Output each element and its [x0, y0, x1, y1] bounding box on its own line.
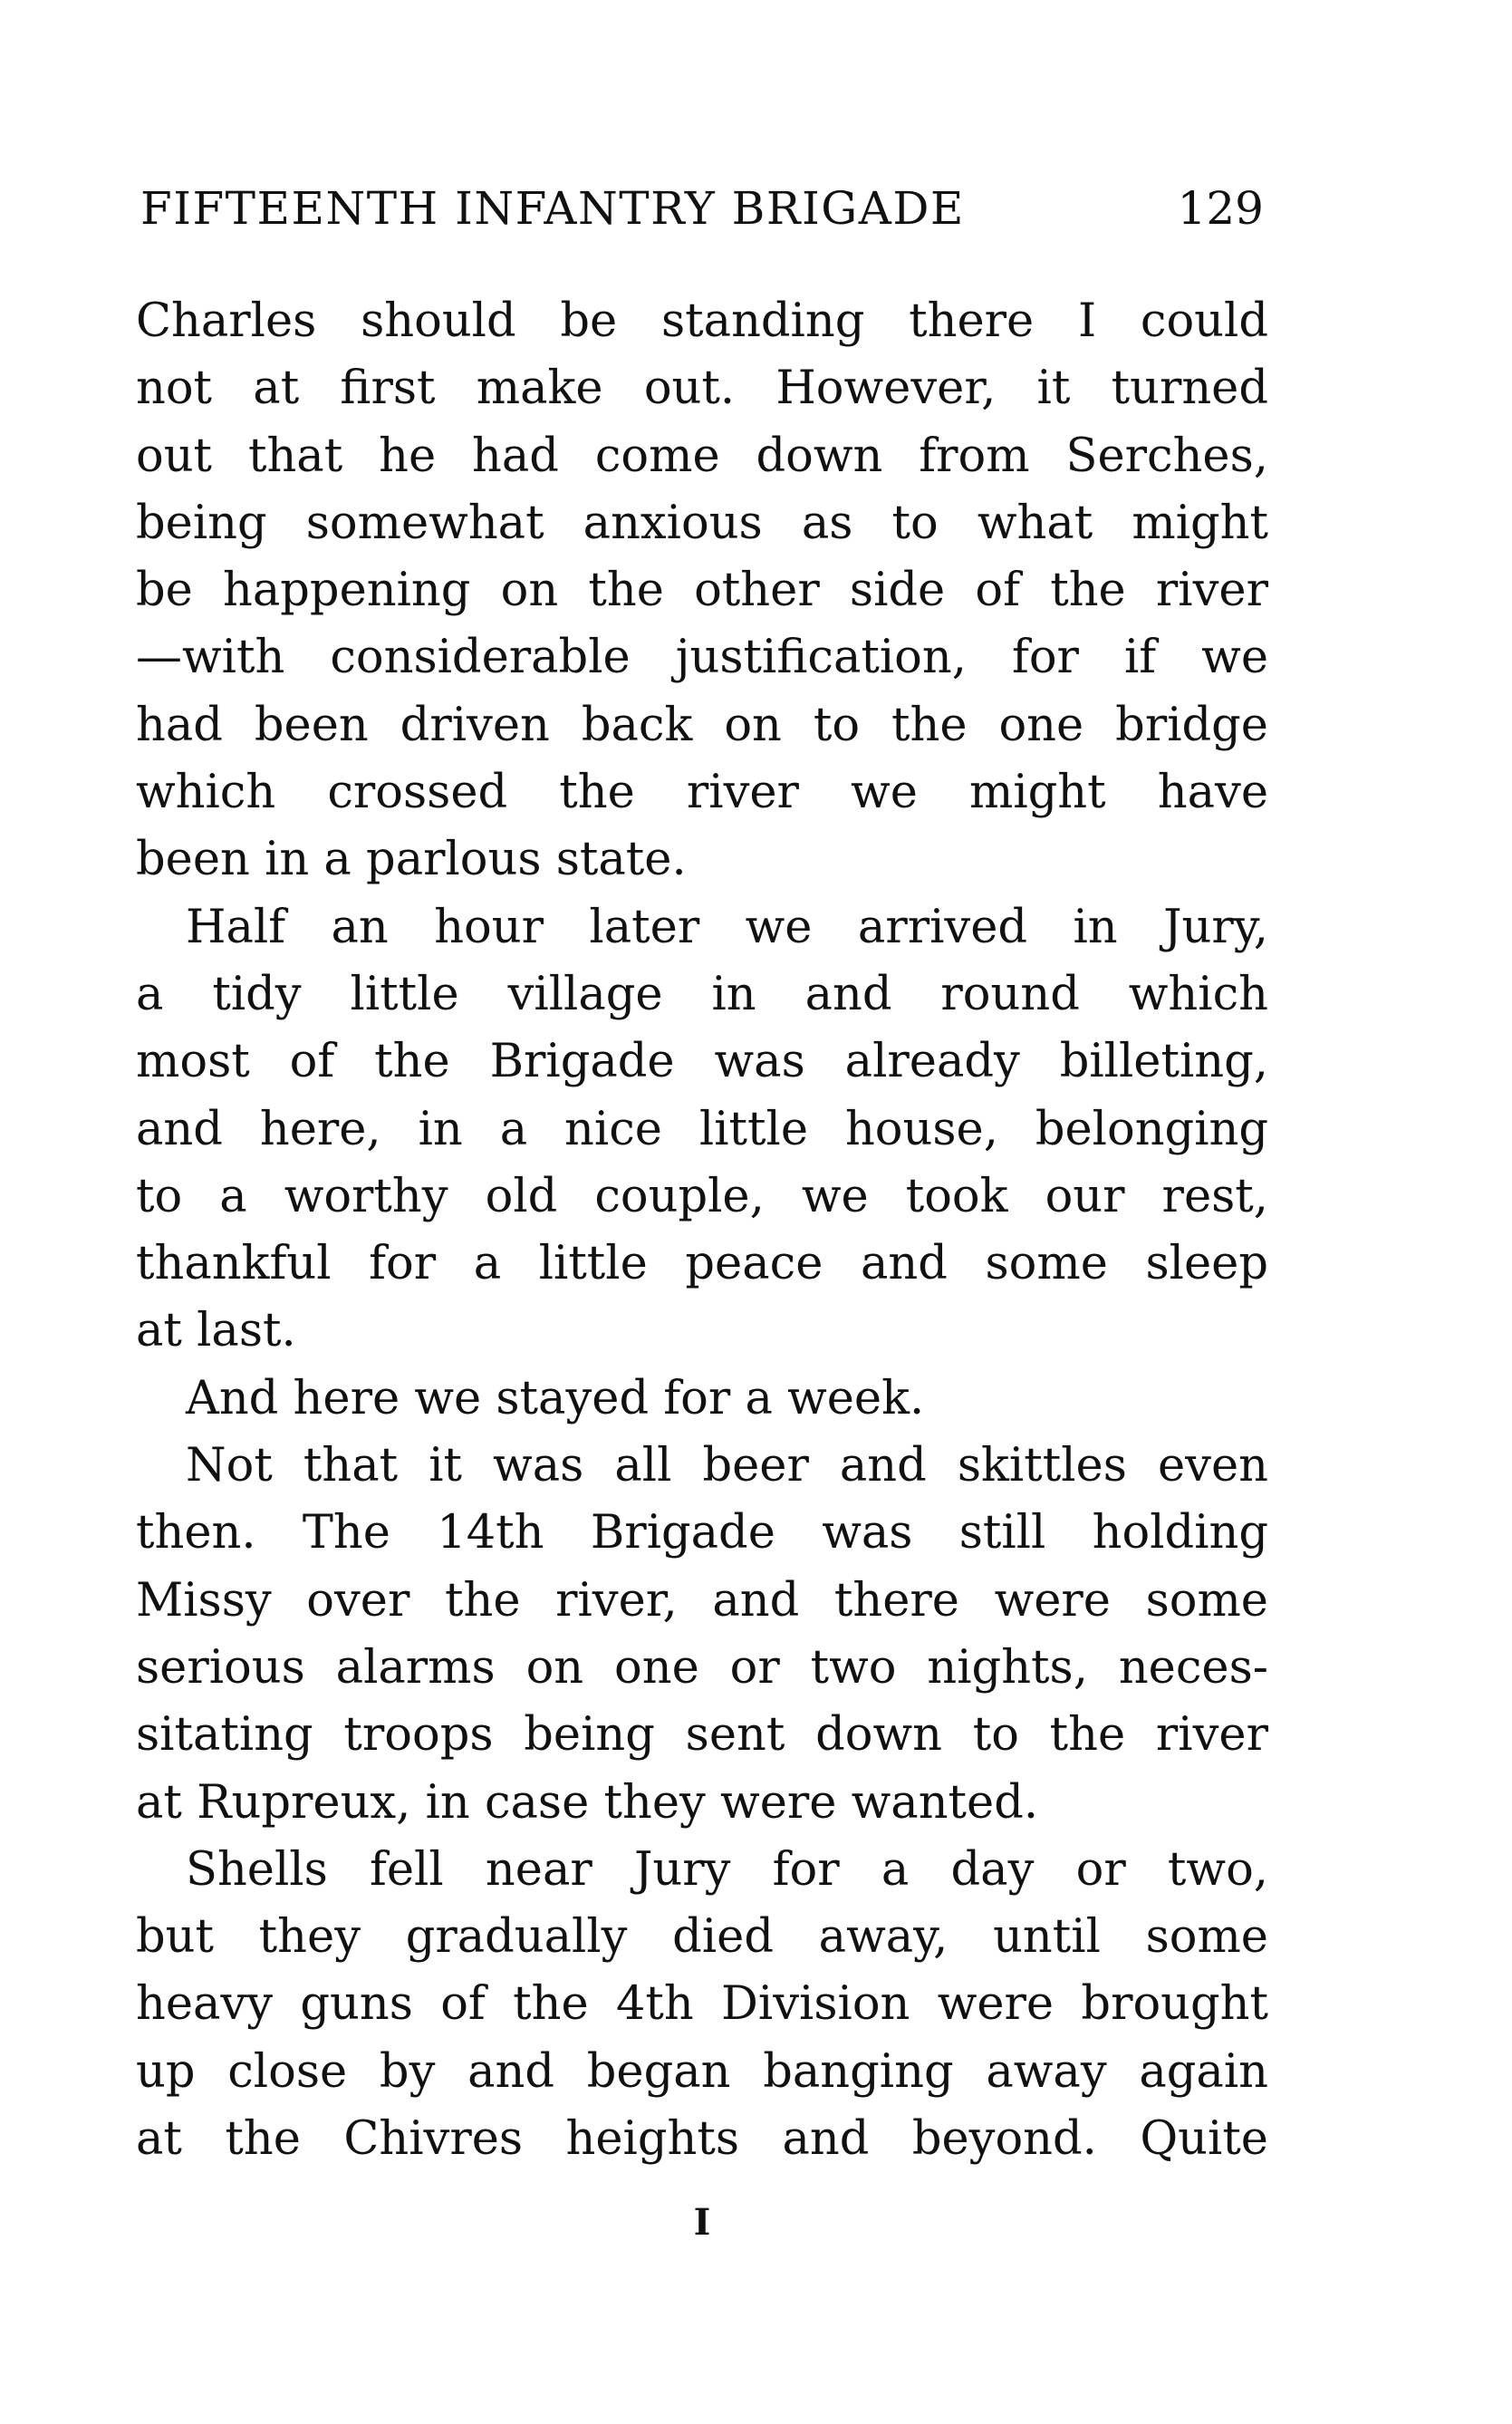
- running-head: [140, 177, 1264, 240]
- page-number: 129: [1177, 182, 1264, 235]
- text-line: at the Chivres heights and beyond. Quite: [136, 2112, 1268, 2167]
- text-line: but they gradually died away, until some: [136, 1910, 1268, 1965]
- text-line: —with considerable justification, for if we: [136, 631, 1268, 685]
- text-line: Half an hour later we arrived in Jury,: [186, 900, 1268, 954]
- text-line: been in a parlous state.: [136, 833, 687, 887]
- text-line: up close by and began banging away again: [136, 2044, 1268, 2099]
- text-line: then. The 14th Brigade was still holding: [136, 1506, 1268, 1560]
- text-line: Missy over the river, and there were some: [136, 1573, 1268, 1627]
- text-line: sitating troops being sent down to the river: [136, 1708, 1268, 1762]
- text-line: serious alarms on one or two nights, neces-: [136, 1640, 1268, 1695]
- text-line: had been driven back on to the one bridge: [136, 698, 1268, 752]
- text-line: And here we stayed for a week.: [186, 1371, 925, 1425]
- body-text: [136, 288, 1268, 2173]
- text-line: Not that it was all beer and skittles even: [186, 1439, 1268, 1493]
- text-line: which crossed the river we might have: [136, 766, 1268, 820]
- signature-mark: I: [693, 2201, 711, 2244]
- text-line: and here, in a nice little house, belonging: [136, 1102, 1268, 1156]
- text-line: at Rupreux, in case they were wanted.: [136, 1775, 1039, 1830]
- text-line: Charles should be standing there I could: [136, 295, 1268, 348]
- text-line: being somewhat anxious as to what might: [136, 496, 1268, 550]
- text-line: heavy guns of the 4th Division were brought: [136, 1977, 1268, 2032]
- text-line: not at first make out. However, it turned: [136, 362, 1268, 416]
- book-page: [136, 0, 1268, 2424]
- text-line: be happening on the other side of the river: [136, 564, 1268, 618]
- text-line: at last.: [136, 1304, 296, 1358]
- text-line: most of the Brigade was already billeting,: [136, 1035, 1268, 1089]
- text-line: to a worthy old couple, we took our rest,: [136, 1169, 1268, 1223]
- text-line: out that he had come down from Serches,: [136, 429, 1268, 483]
- text-line: Shells fell near Jury for a day or two,: [186, 1842, 1268, 1897]
- running-title: FIFTEENTH INFANTRY BRIGADE: [140, 182, 965, 235]
- text-line: a tidy little village in and round which: [136, 967, 1268, 1021]
- text-line: thankful for a little peace and some sleep: [136, 1237, 1268, 1291]
